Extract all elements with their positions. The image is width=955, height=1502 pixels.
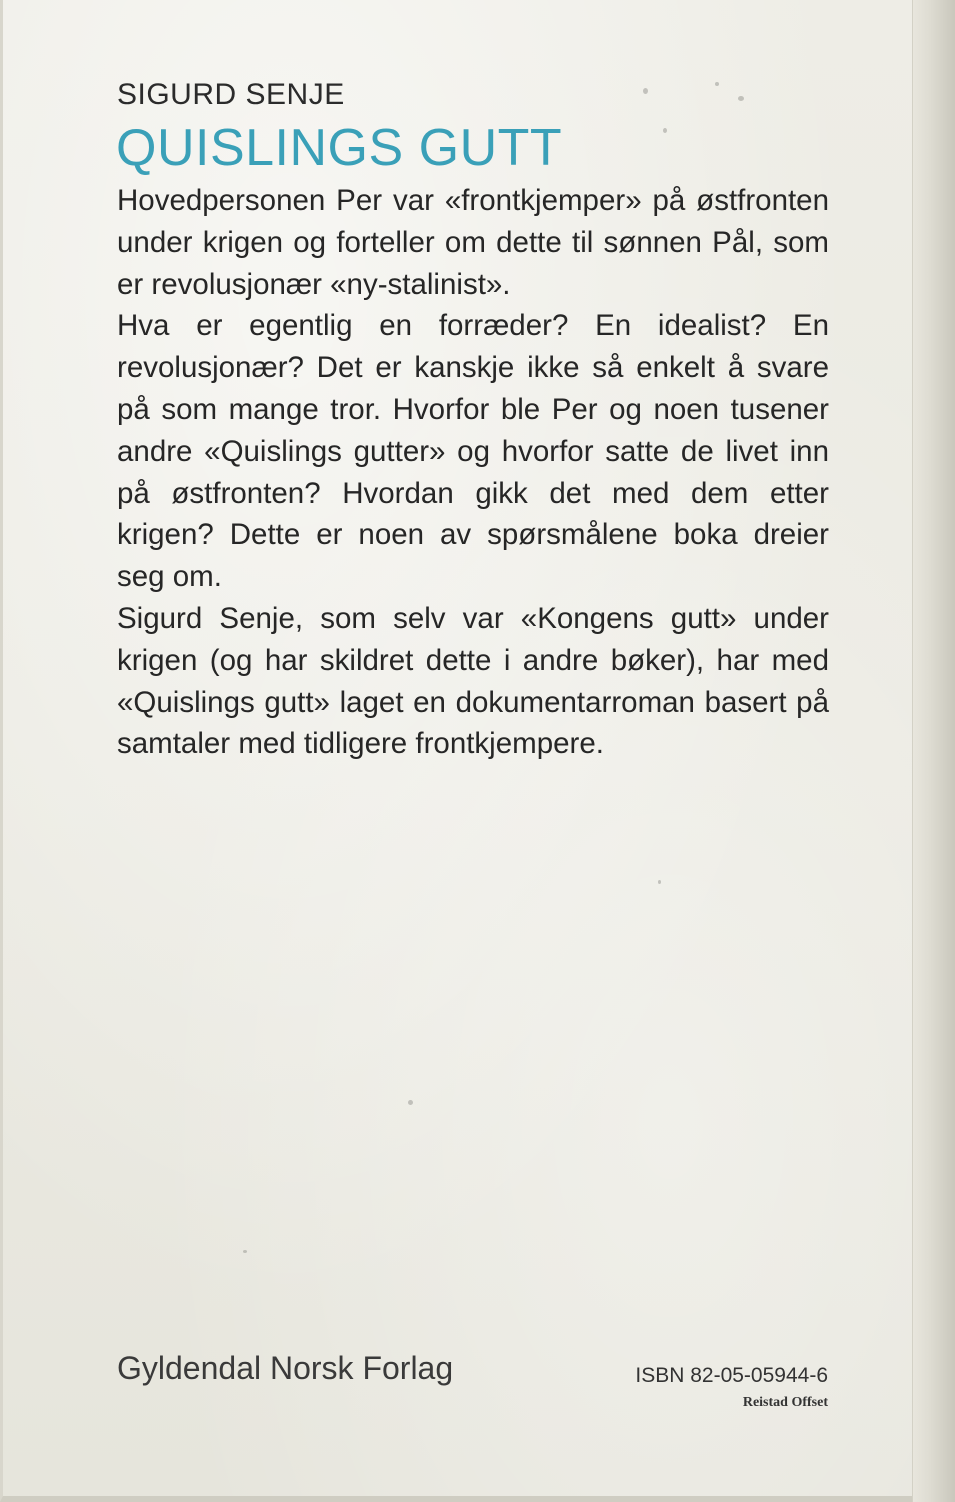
author-name: SIGURD SENJE xyxy=(117,78,345,111)
blurb-paragraph-2: Hva er egentlig en forræder? En idealist? En revolusjonær? Det er kanskje ikke så enkelt å svare på som mange tror. Hvorfor ble Per og noen tusener andre «Quislings gutter» og hvorfor satte de livet inn på østfronten? Hvordan gikk det med dem etter krigen? Dette er noen av spørsmålene boka dreier seg om. xyxy=(117,309,829,594)
blurb xyxy=(117,180,829,765)
isbn-number: ISBN 82-05-05944-6 xyxy=(635,1364,828,1387)
paper-speck xyxy=(738,96,744,101)
printer-name: Reistad Offset xyxy=(742,1395,828,1410)
book-title: QUISLINGS GUTT xyxy=(116,119,563,177)
paper-speck xyxy=(643,88,648,94)
blurb-paragraph-1: Hovedpersonen Per var «frontkjemper» på østfronten under krigen og forteller om dette til sønnen Pål, som er revolusjonær «ny-stalinist». xyxy=(117,184,829,301)
paper-speck xyxy=(658,880,661,884)
cover-edge xyxy=(912,0,955,1502)
paper-speck xyxy=(408,1100,413,1105)
blurb-paragraph-3: Sigurd Senje, som selv var «Kongens gutt» under krigen (og har skildret dette i andre bøker), har med «Quislings gutt» laget en dokumentarroman basert på samtaler med tidligere frontkjempere. xyxy=(117,601,829,761)
paper-speck xyxy=(243,1250,247,1253)
paper-speck xyxy=(715,82,719,86)
paper-speck xyxy=(663,128,667,133)
publisher-name: Gyldendal Norsk Forlag xyxy=(117,1350,454,1386)
